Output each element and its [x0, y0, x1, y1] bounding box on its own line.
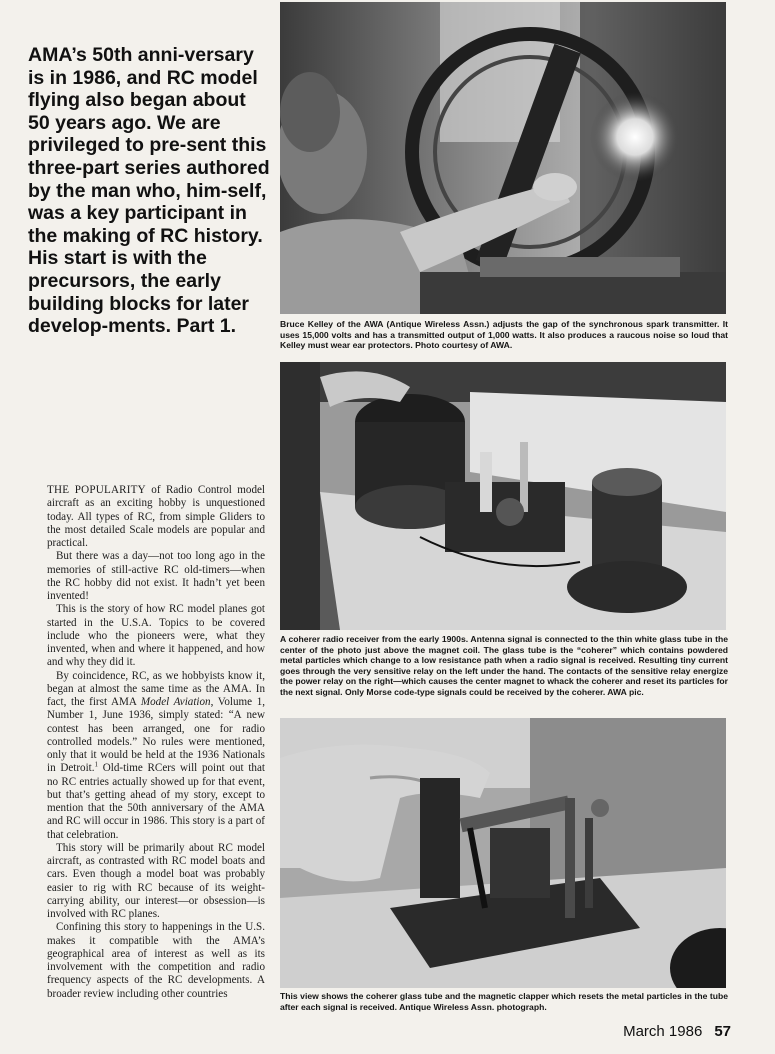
paragraph-4-text-b: , Volume 1, Number 1, June 1936, simply stated: “A new contest has been arranged, one for radio controlled models.” No rules were mentioned, only that it would be held at the 1936 Nationals in Detroit.: [47, 696, 266, 775]
paragraph-6: Confining this story to happenings in the U.S. makes it compatible with the AMA’s geographical area of interest as well as its involvement with the competition and radio frequency aspects of the RC developments. A broader review including other countries: [47, 921, 265, 1000]
paragraph-1-text: of Radio Control model aircraft as an exciting hobby is unquestioned today. All types of RC, from simple Gliders to the most detailed Scale models are popular and practical.: [47, 484, 265, 549]
photo-coherer-closeup: [280, 718, 726, 988]
paragraph-4-text-c: Old-time RCers will point out that no RC entries actually showed up for that event, but that’s getting ahead of my story, except to mention that the 50th anniversary of the AMA and RC will occur in 1986. This story is a part of that celebration.: [47, 762, 265, 841]
paragraph-2: But there was a day—not too long ago in the memories of still-active RC old-timers—when the RC hobby did not exist. It hadn’t yet been invented!: [47, 550, 265, 602]
caption-coherer-closeup: This view shows the coherer glass tube and the magnetic clapper which resets the metal particles in the tube after each signal is received. Antique Wireless Assn. photograph.: [280, 991, 728, 1012]
spark-transmitter-image: [280, 2, 726, 314]
article-body: [47, 484, 265, 1001]
intro-headline: AMA’s 50th anni-versary is in 1986, and RC model flying also began about 50 years ago. We are privileged to pre-sent this three-part series authored by the man who, him-self, was a key participant in the making of RC history. His start is with the precursors, the early building blocks for later develop-ments. Part 1.: [28, 44, 270, 338]
photo-coherer-receiver: [280, 362, 726, 630]
photo-spark-transmitter: [280, 2, 726, 314]
magazine-title: Model Aviation: [140, 696, 211, 708]
footnote-mark: 1: [94, 760, 99, 769]
paragraph-5: This story will be primarily about RC model aircraft, as contrasted with RC model boats and cars. Even though a model boat was probably easier to rig with RC because of its weight-carrying ability, our interest—or obsession—is involved with RC planes.: [47, 841, 265, 920]
paragraph-3: This is the story of how RC model planes got started in the U.S.A. Topics to be covered include who the pioneers were, what they invented, when and where it happened, and how and why they did it.: [47, 603, 265, 669]
coherer-receiver-image: [280, 362, 726, 630]
caption-coherer-receiver: A coherer radio receiver from the early 1900s. Antenna signal is connected to the thin white glass tube in the center of the photo just above the magnet coil. The glass tube is the “coherer” which contains powdered metal particles which change to a low resistance path when a radio signal is received. Resulting tiny current goes through the very sensitive relay on the left under the hand. The contacts of the sensitive relay energize the power relay on the right—which causes the center magnet to whack the coherer and reset its particles for the next signal. Only Morse code-type signals could be received by the coherer. AWA pic.: [280, 634, 728, 697]
paragraph-4: [47, 670, 265, 842]
paragraph-1: [47, 484, 265, 550]
page-footer: [623, 1023, 731, 1040]
paragraph-4-text-a: By coincidence, RC, as we hobbyists know it, began at almost the same time as the AMA. In fact, the first AMA: [47, 669, 265, 708]
page-number: 57: [714, 1023, 731, 1040]
lead-in: THE POPULARITY: [47, 484, 146, 496]
caption-spark-transmitter: Bruce Kelley of the AWA (Antique Wireless Assn.) adjusts the gap of the synchronous spark transmitter. It uses 15,000 volts and has a transmitted output of 1,000 watts. It also produces a raucous noise so loud that Kelley must wear ear protectors. Photo courtesy of AWA.: [280, 319, 728, 350]
coherer-closeup-image: [280, 718, 726, 988]
issue-date: March 1986: [623, 1023, 703, 1040]
